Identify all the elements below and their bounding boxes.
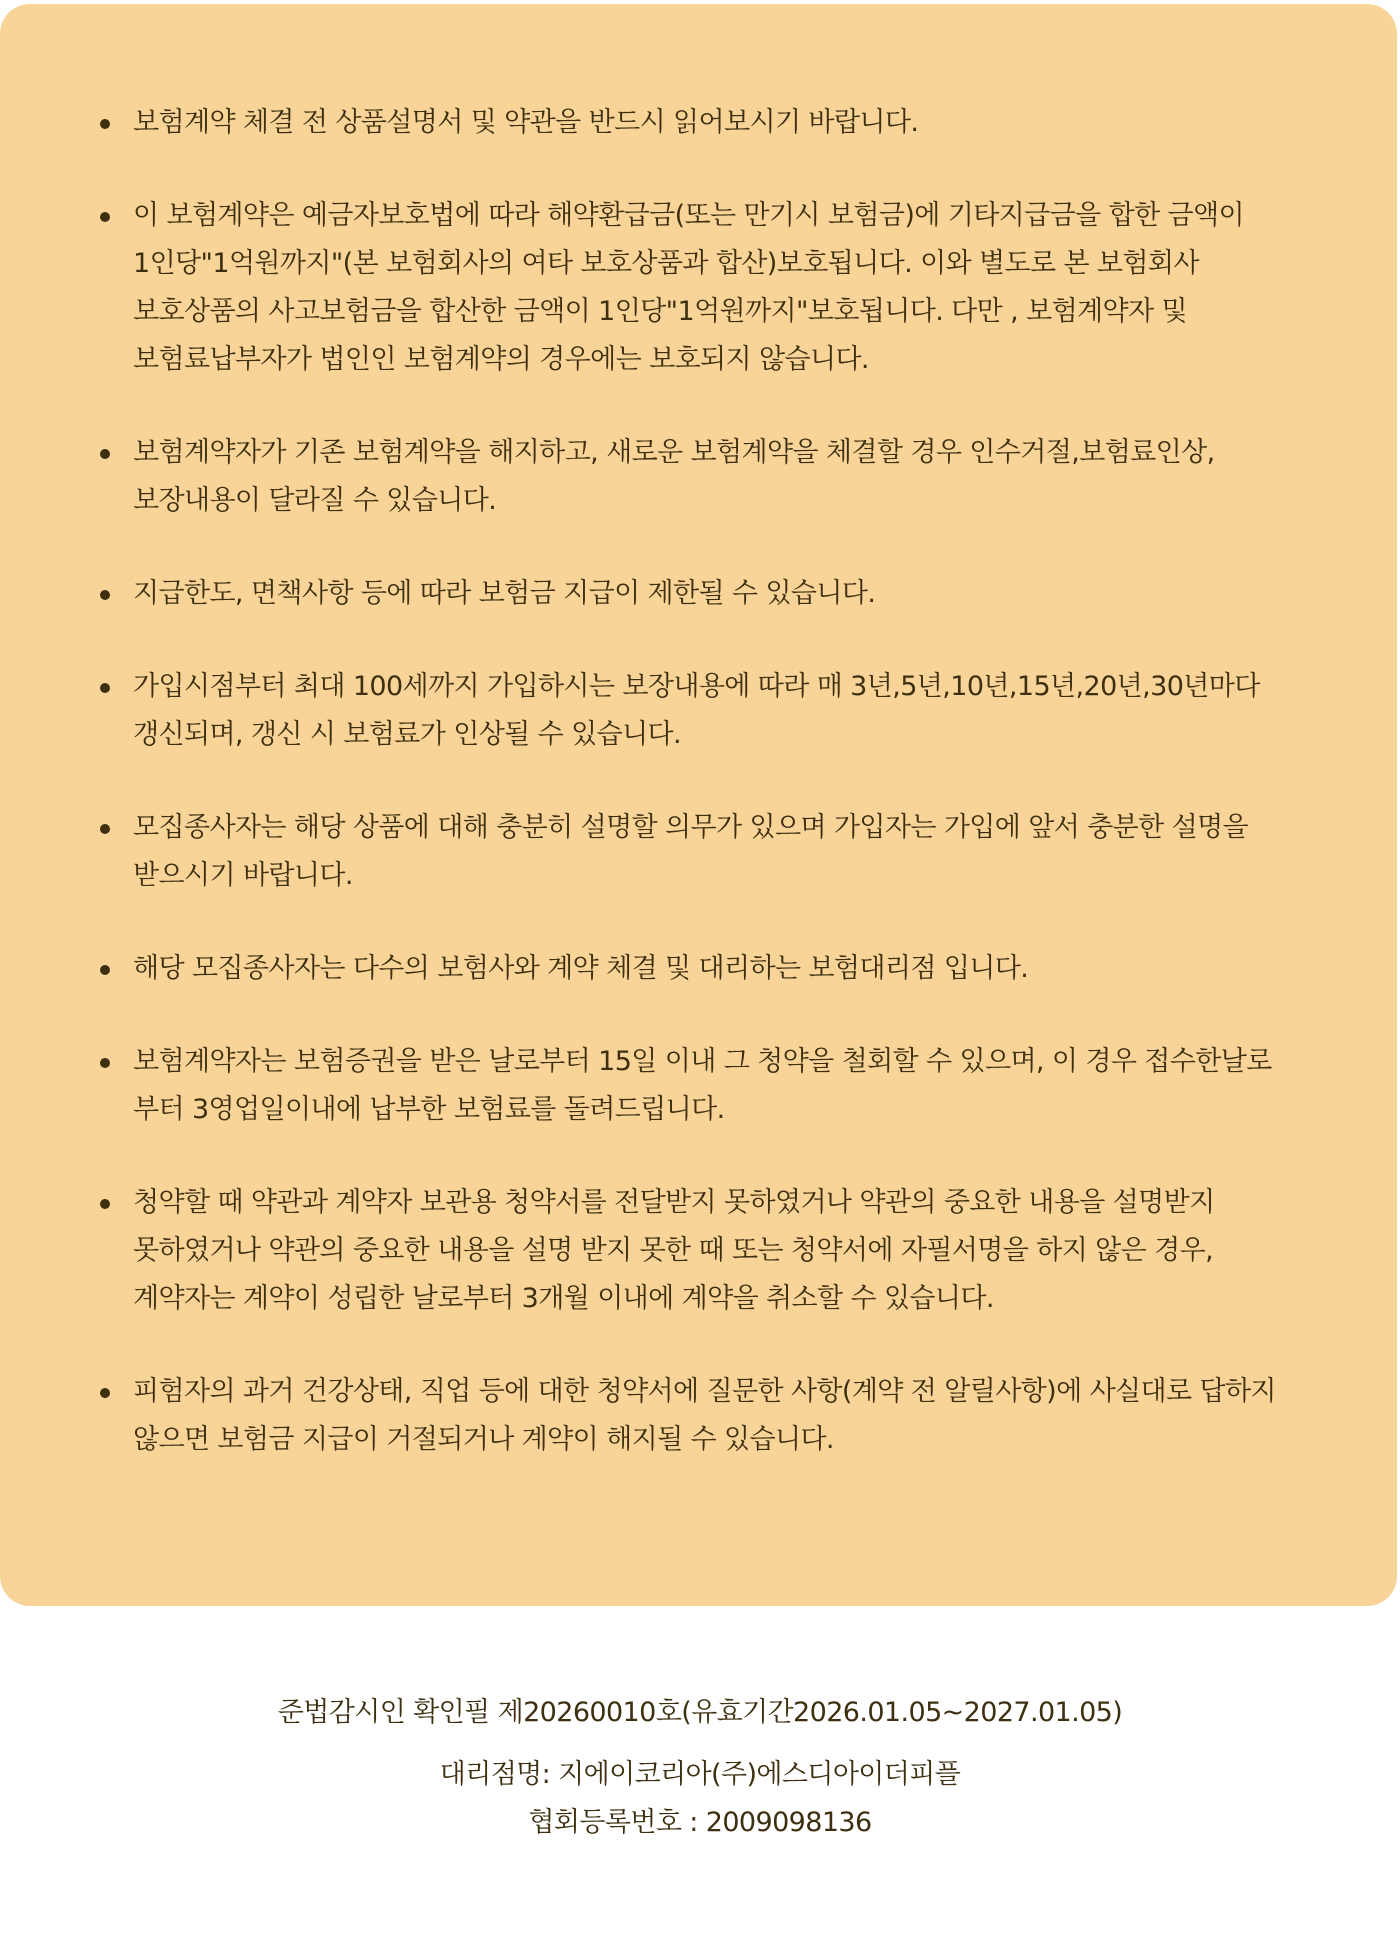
notice-list	[100, 99, 1317, 1464]
notice-text: 모집종사자는 해당 상품에 대해 충분히 설명할 의무가 있으며 가입자는 가입에 앞서 충분한 설명을 받으시기 바랍니다.	[133, 812, 1249, 891]
notice-item	[100, 663, 1317, 759]
bullet-icon	[100, 1199, 110, 1209]
association-registration-number: 협회등록번호 : 2009098136	[528, 1807, 872, 1838]
agency-name: 대리점명: 지에이코리아(주)에스디아이더피플	[439, 1759, 961, 1790]
notice-item	[100, 570, 1317, 618]
notice-text: 피험자의 과거 건강상태, 직업 등에 대한 청약서에 질문한 사항(계약 전 알릴사항)에 사실대로 답하지 않으면 보험금 지급이 거절되거나 계약이 해지될 수 있습니다.	[133, 1376, 1276, 1455]
notice-text: 가입시점부터 최대 100세까지 가입하시는 보장내용에 따라 매 3년,5년,10년,15년,20년,30년마다 갱신되며, 갱신 시 보험료가 인상될 수 있습니다.	[133, 671, 1260, 750]
notice-text: 보험계약자가 기존 보험계약을 해지하고, 새로운 보험계약을 체결할 경우 인수거절,보험료인상, 보장내용이 달라질 수 있습니다.	[133, 437, 1215, 516]
notice-item	[100, 1179, 1317, 1323]
notice-item	[100, 1038, 1317, 1134]
notice-item	[100, 804, 1317, 900]
notice-item	[100, 1368, 1317, 1464]
notice-item	[100, 192, 1317, 384]
bullet-icon	[100, 1388, 110, 1398]
bullet-icon	[100, 683, 110, 693]
notice-text: 지급한도, 면책사항 등에 따라 보험금 지급이 제한될 수 있습니다.	[133, 578, 876, 609]
notice-item	[100, 99, 1317, 147]
compliance-confirmation: 준법감시인 확인필 제20260010호(유효기간2026.01.05~2027.01.05)	[277, 1697, 1123, 1728]
bullet-icon	[100, 119, 110, 129]
bullet-icon	[100, 212, 110, 222]
notice-item	[100, 945, 1317, 993]
bullet-icon	[100, 449, 110, 459]
notice-item	[100, 429, 1317, 525]
notice-text: 청약할 때 약관과 계약자 보관용 청약서를 전달받지 못하였거나 약관의 중요한 내용을 설명받지 못하였거나 약관의 중요한 내용을 설명 받지 못한 때 또는 청약서에 자필서명을 하지 않은 경우, 계약자는 계약이 성립한 날로부터 3개월 이내에 계약을 취소할 수 있습니다.	[133, 1187, 1215, 1314]
notice-text: 해당 모집종사자는 다수의 보험사와 계약 체결 및 대리하는 보험대리점 입니다.	[133, 953, 1029, 984]
notice-text: 이 보험계약은 예금자보호법에 따라 해약환급금(또는 만기시 보험금)에 기타지급금을 합한 금액이 1인당"1억원까지"(본 보험회사의 여타 보호상품과 합산)보호됩니다. 이와 별도로 본 보험회사 보호상품의 사고보험금을 합산한 금액이 1인당"1억원까지"보호됩니다. 다만 , 보험계약자 및 보험료납부자가 법인인 보험계약의 경우에는 보호되지 않습니다.	[133, 200, 1244, 375]
bullet-icon	[100, 590, 110, 600]
bullet-icon	[100, 824, 110, 834]
bullet-icon	[100, 1058, 110, 1068]
bullet-icon	[100, 965, 110, 975]
footer	[0, 1690, 1400, 1847]
notice-text: 보험계약자는 보험증권을 받은 날로부터 15일 이내 그 청약을 철회할 수 있으며, 이 경우 접수한날로 부터 3영업일이내에 납부한 보험료를 돌려드립니다.	[133, 1046, 1272, 1125]
notice-box	[0, 4, 1397, 1606]
notice-text: 보험계약 체결 전 상품설명서 및 약관을 반드시 읽어보시기 바랍니다.	[133, 107, 919, 138]
